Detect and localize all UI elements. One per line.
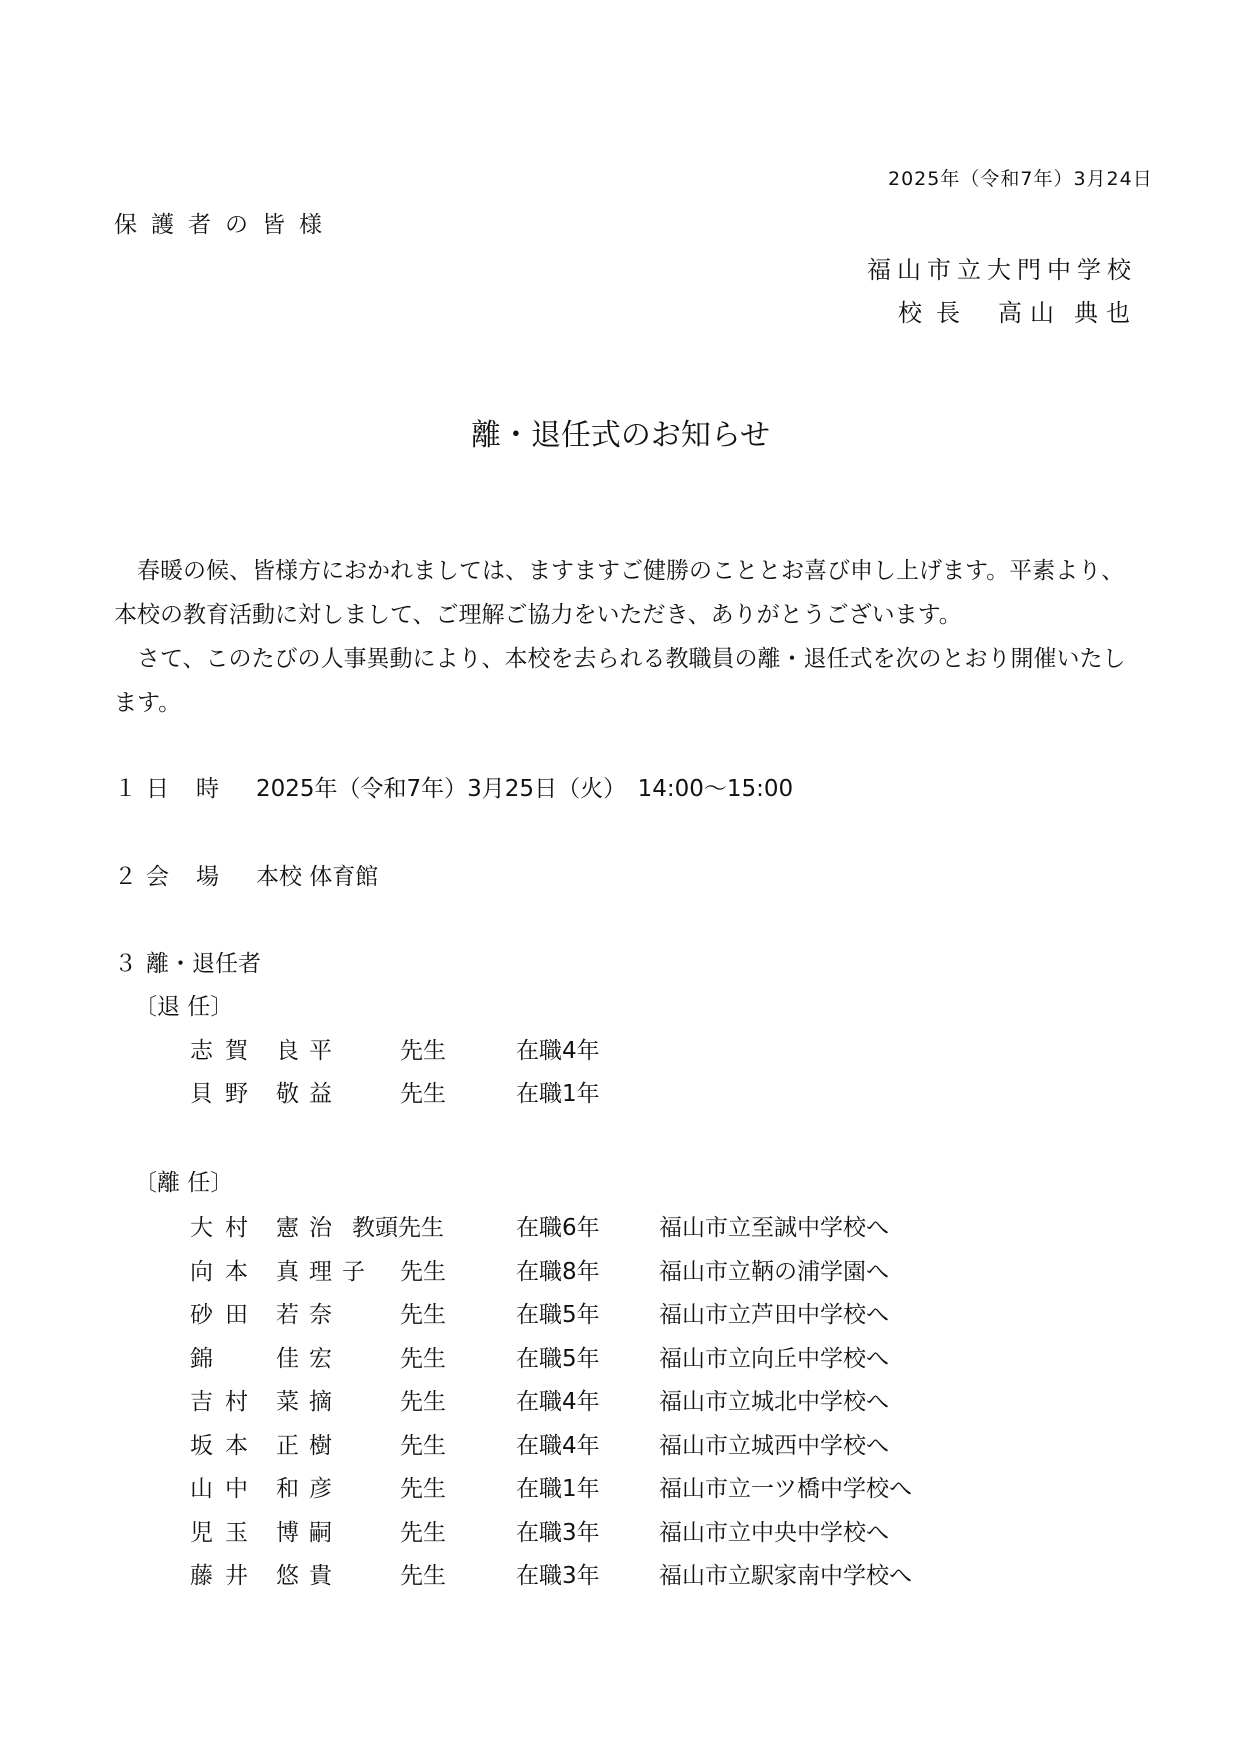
staff-family-name: 貝野 [190, 1081, 260, 1107]
staff-name [190, 1209, 342, 1242]
staff-given-name: 菜摘 [276, 1389, 342, 1415]
staff-role: 先生 [400, 1302, 446, 1328]
staff-name [190, 1514, 342, 1547]
staff-years: 在職5年 [516, 1345, 600, 1372]
staff-given-name: 憲治 [276, 1215, 342, 1241]
staff-family-name: 藤井 [190, 1563, 260, 1589]
document-date: 2025年（令和7年）3月24日 [888, 168, 1153, 190]
staff-row [0, 1557, 1241, 1601]
staff-family-name: 向本 [190, 1258, 260, 1285]
staff-row [0, 1253, 1241, 1297]
staff-family-name: 大村 [190, 1215, 260, 1241]
staff-given-name: 敬益 [276, 1081, 342, 1107]
staff-name [190, 1470, 342, 1503]
staff-name [190, 1075, 342, 1108]
staff-row [0, 1514, 1241, 1558]
staff-years: 在職5年 [516, 1302, 600, 1328]
staff-name [190, 1427, 342, 1460]
staff-years: 在職4年 [516, 1432, 600, 1459]
staff-name [190, 1340, 342, 1373]
staff-given-name: 佳宏 [276, 1345, 342, 1372]
staff-row [0, 1383, 1241, 1427]
staff-name [190, 1253, 375, 1286]
staff-name [190, 1032, 342, 1065]
staff-destination: 福山市立向丘中学校へ [659, 1345, 889, 1372]
principal [898, 293, 1138, 328]
staff-family-name: 山中 [190, 1476, 260, 1502]
body-paragraph-2: さて、このたびの人事異動により、本校を去られる教職員の離・退任式を次のとおり開催いたします。 [114, 646, 1126, 716]
staff-family-name: 志賀 [190, 1038, 260, 1064]
staff-destination: 福山市立至誠中学校へ [659, 1215, 889, 1241]
recipient: 保護者の皆様 [114, 212, 336, 238]
staff-years: 在職4年 [516, 1038, 600, 1064]
staff-destination: 福山市立駅家南中学校へ [659, 1563, 912, 1589]
body-text [114, 549, 1144, 725]
staff-row [0, 1427, 1241, 1471]
staff-destination: 福山市立城北中学校へ [659, 1389, 889, 1415]
staff-row [0, 1075, 1241, 1119]
staff-given-name: 真理子 [276, 1258, 375, 1285]
staff-name [190, 1557, 342, 1590]
staff-role: 先生 [400, 1081, 446, 1107]
staff-given-name: 和彦 [276, 1476, 342, 1502]
staff-years: 在職6年 [516, 1215, 600, 1241]
staff-role: 先生 [400, 1476, 446, 1502]
staff-given-name: 博嗣 [276, 1519, 342, 1546]
transfer-heading: 〔離 任〕 [134, 1170, 234, 1196]
staff-family-name: 砂田 [190, 1302, 260, 1328]
staff-family-name: 坂本 [190, 1432, 260, 1459]
staff-row [0, 1340, 1241, 1384]
principal-given-name: 典也 [1074, 299, 1138, 327]
staff-given-name: 良平 [276, 1038, 342, 1064]
item-label: 離・退任者 [146, 951, 261, 977]
staff-role: 教頭先生 [352, 1215, 444, 1241]
staff-role: 先生 [400, 1389, 446, 1415]
staff-name [190, 1383, 342, 1416]
item-number: ３ [114, 951, 137, 977]
staff-row [0, 1209, 1241, 1253]
staff-years: 在職8年 [516, 1258, 600, 1285]
staff-given-name: 正樹 [276, 1432, 342, 1459]
staff-years: 在職1年 [516, 1476, 600, 1502]
staff-family-name: 児玉 [190, 1519, 260, 1546]
item-venue [114, 858, 378, 891]
principal-title: 校長 [898, 299, 974, 327]
staff-row [0, 1032, 1241, 1076]
staff-role: 先生 [400, 1258, 446, 1285]
body-paragraph-1: 春暖の候、皆様方におかれましては、ますますご健勝のこととお喜び申し上げます。平素より、本校の教育活動に対しまして、ご理解ご協力をいただき、ありがとうございます。 [114, 558, 1125, 628]
staff-row [0, 1296, 1241, 1340]
staff-family-name: 吉村 [190, 1389, 260, 1415]
staff-role: 先生 [400, 1345, 446, 1372]
staff-name [190, 1296, 342, 1329]
staff-given-name: 悠貴 [276, 1563, 342, 1589]
item-value: 2025年（令和7年）3月25日（火） 14:00～15:00 [256, 776, 794, 802]
staff-destination: 福山市立城西中学校へ [659, 1432, 889, 1459]
staff-given-name: 若奈 [276, 1302, 342, 1328]
item-number: ２ [114, 864, 137, 890]
item-label: 会 場 [146, 864, 221, 890]
staff-years: 在職3年 [516, 1563, 600, 1589]
staff-destination: 福山市立一ツ橋中学校へ [659, 1476, 912, 1502]
staff-years: 在職1年 [516, 1081, 600, 1107]
staff-family-name: 錦 [190, 1345, 225, 1372]
school-name: 福山市立大門中学校 [867, 256, 1137, 284]
retirement-heading: 〔退 任〕 [134, 994, 234, 1020]
item-label: 日 時 [146, 776, 221, 802]
staff-destination: 福山市立中央中学校へ [659, 1519, 889, 1546]
staff-role: 先生 [400, 1563, 446, 1589]
staff-destination: 福山市立鞆の浦学園へ [659, 1258, 889, 1285]
item-number: １ [114, 776, 137, 802]
staff-role: 先生 [400, 1038, 446, 1064]
page-title: 離・退任式のお知らせ [470, 418, 771, 453]
staff-years: 在職4年 [516, 1389, 600, 1415]
staff-role: 先生 [400, 1519, 446, 1546]
item-staff [114, 945, 261, 978]
staff-destination: 福山市立芦田中学校へ [659, 1302, 889, 1328]
staff-years: 在職3年 [516, 1519, 600, 1546]
item-value: 本校 体育館 [256, 864, 379, 890]
principal-family-name: 高山 [998, 299, 1062, 327]
item-datetime [114, 770, 793, 803]
staff-row [0, 1470, 1241, 1514]
staff-role: 先生 [400, 1432, 446, 1459]
